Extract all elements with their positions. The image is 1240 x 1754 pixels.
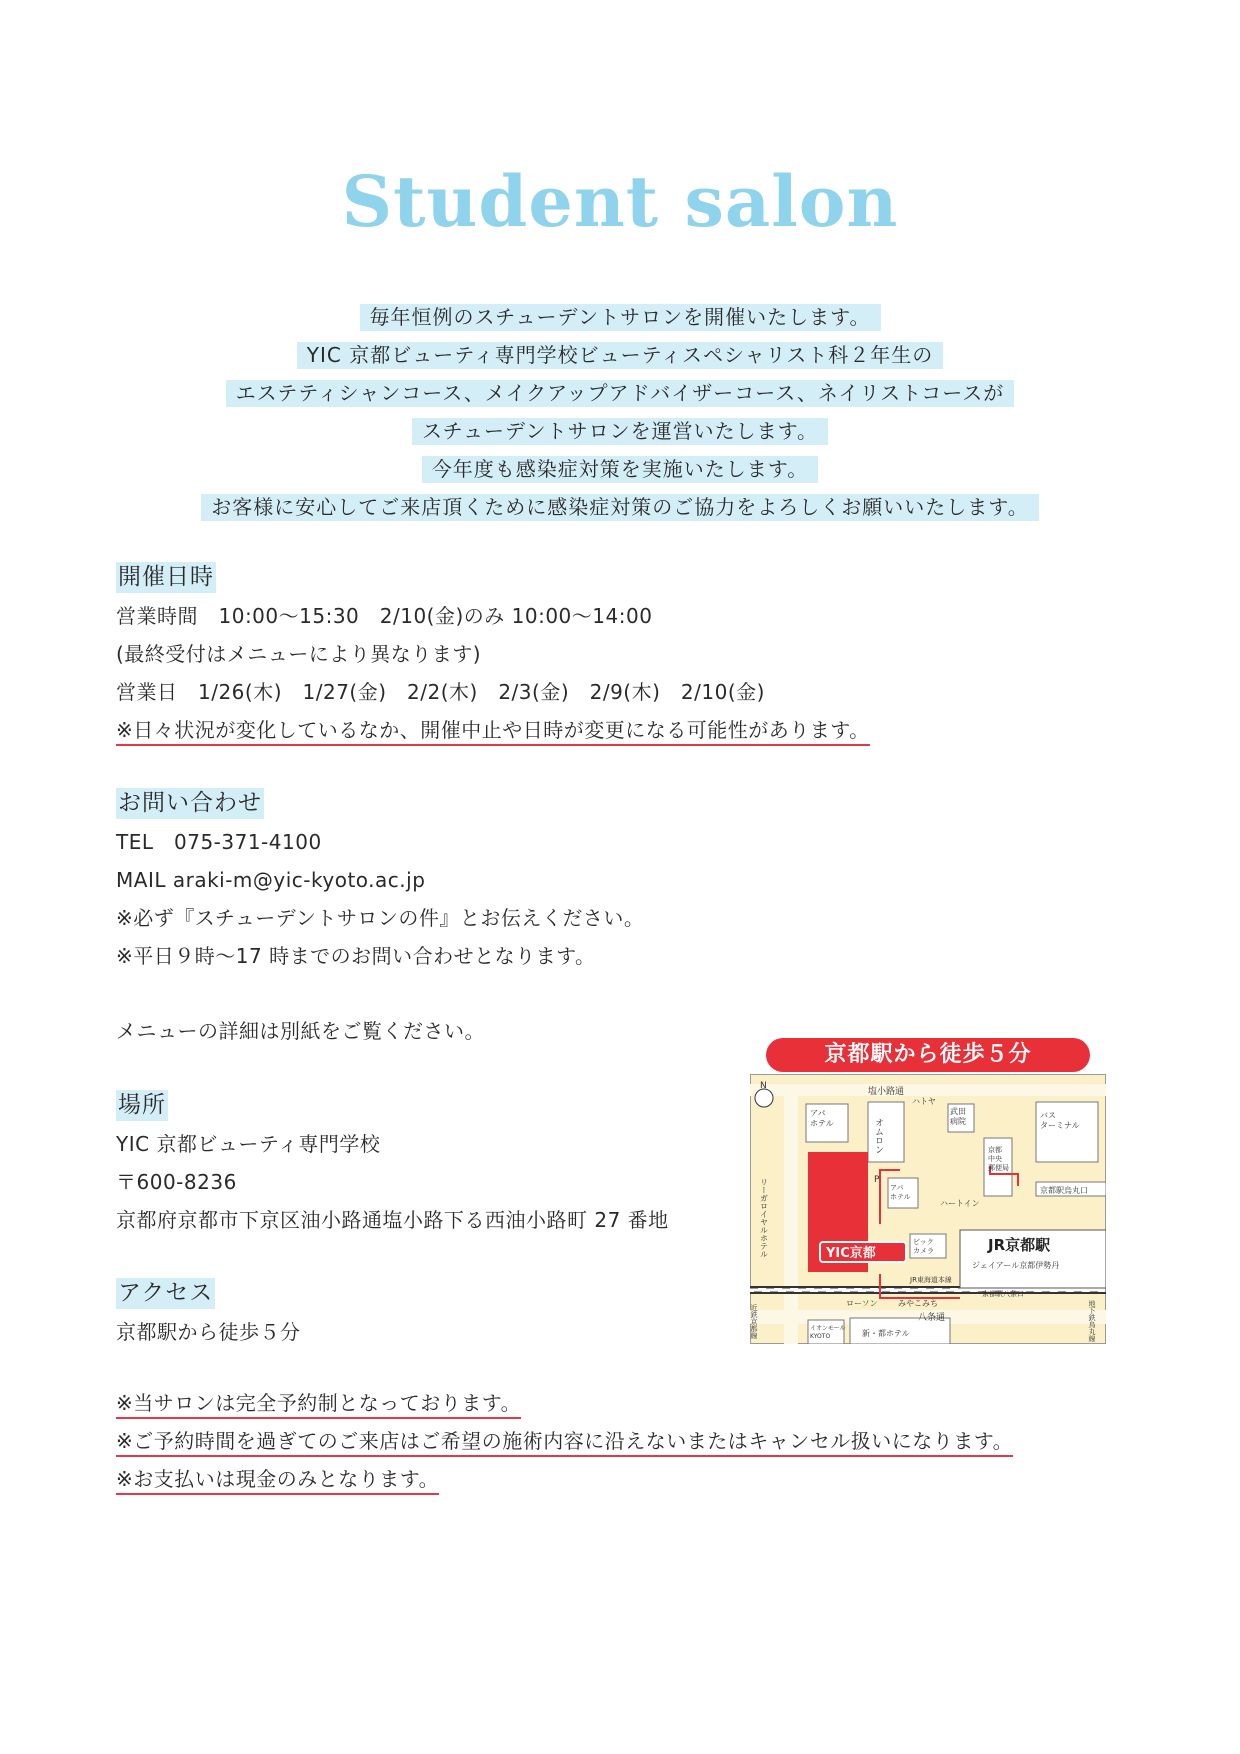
- aeon-label: イオンモール KYOTO: [810, 1325, 846, 1340]
- subway-label: 地下鉄烏丸線: [1088, 1300, 1096, 1342]
- contact-mail[interactable]: MAIL araki-m@yic-kyoto.ac.jp: [116, 868, 426, 892]
- hatoya-label: ハトヤ: [912, 1097, 936, 1106]
- intro-line: YIC 京都ビューティ専門学校ビューティスペシャリスト科２年生の: [297, 342, 943, 369]
- isetan-label: ジェイアール京都伊勢丹: [972, 1261, 1060, 1270]
- intro-line: 毎年恒例のスチューデントサロンを開催いたします。: [360, 304, 881, 331]
- hachijo-label: 八条通: [918, 1313, 946, 1323]
- contact-hours-note: ※平日９時～17 時までのお問い合わせとなります。: [116, 944, 596, 968]
- apa2-label: アパホテル: [890, 1184, 911, 1201]
- schedule-section: [116, 562, 870, 749]
- parking-label: P: [874, 1175, 880, 1185]
- school-name: YIC 京都ビューティ専門学校: [116, 1132, 381, 1156]
- menu-note: メニューの詳細は別紙をご覧ください。: [116, 1019, 485, 1043]
- apa-label: アパホテル: [810, 1109, 834, 1128]
- tokaido-label: JR東海道本線: [910, 1276, 952, 1284]
- access-text: 京都駅から徒歩５分: [116, 1320, 301, 1344]
- postal-code: 〒600-8236: [116, 1170, 237, 1194]
- shiokoji-road: [750, 1084, 1106, 1096]
- bic-label: ビックカメラ: [913, 1238, 934, 1255]
- late-arrival-note: ※ご予約時間を過ぎてのご来店はご希望の施術内容に沿えないまたはキャンセル扱いになります。: [116, 1427, 1013, 1457]
- omron-label: オムロン: [873, 1118, 883, 1154]
- contact-note: ※必ず『スチューデントサロンの件』とお伝えください。: [116, 906, 645, 930]
- last-reception: (最終受付はメニューにより異なります): [116, 642, 482, 666]
- railway-dash: [750, 1288, 1106, 1292]
- compass-icon: [755, 1089, 773, 1107]
- miyakomichi-label: みやこみち: [898, 1299, 938, 1308]
- hachijoguchi-label: 京都駅八条口: [982, 1290, 1024, 1298]
- contact-heading: お問い合わせ: [116, 788, 264, 819]
- jr-station-label: JR京都駅: [988, 1236, 1051, 1254]
- intro-line: エステティシャンコース、メイクアップアドバイザーコース、ネイリストコースが: [226, 380, 1015, 407]
- map-graphic: [750, 1074, 1106, 1344]
- karasuma-label: 京都駅烏丸口: [1040, 1186, 1088, 1195]
- aburakoji-road: [784, 1096, 798, 1344]
- location-section: [116, 1090, 669, 1239]
- map-banner: 京都駅から徒歩５分: [766, 1038, 1090, 1072]
- schedule-heading: 開催日時: [116, 562, 216, 593]
- takeda-label: 武田病院: [950, 1107, 966, 1126]
- access-section: [116, 1278, 301, 1351]
- access-heading: アクセス: [116, 1278, 215, 1309]
- contact-section: [116, 788, 644, 975]
- menu-note-section: [116, 1012, 485, 1050]
- payment-note: ※お支払いは現金のみとなります。: [116, 1465, 439, 1495]
- miyako-label: 新・都ホテル: [862, 1329, 910, 1338]
- reservation-note: ※当サロンは完全予約制となっております。: [116, 1389, 521, 1419]
- contact-tel[interactable]: TEL 075-371-4100: [116, 830, 322, 854]
- rihga-label: リーガロイヤルホテル: [759, 1178, 769, 1258]
- notes-section: [116, 1384, 1013, 1498]
- heartin-label: ハートイン: [940, 1199, 980, 1208]
- kintetsu-label: 近鉄京都線: [750, 1304, 758, 1339]
- lawson-label: ローソン: [846, 1299, 878, 1308]
- bus-terminal-label: バスターミナル: [1040, 1111, 1080, 1130]
- business-hours: 営業時間 10:00～15:30 2/10(金)のみ 10:00～14:00: [116, 604, 653, 628]
- intro-paragraph: [0, 300, 1240, 528]
- access-map: [750, 1038, 1106, 1344]
- intro-line: お客様に安心してご来店頂くために感染症対策のご協力をよろしくお願いいたします。: [201, 494, 1038, 521]
- aeon-building: [808, 1320, 844, 1344]
- business-days: 営業日 1/26(木) 1/27(金) 2/2(木) 2/3(金) 2/9(木) 2/10(金): [116, 680, 765, 704]
- intro-line: 今年度も感染症対策を実施いたします。: [422, 456, 818, 483]
- location-heading: 場所: [116, 1090, 168, 1121]
- compass-label: N: [760, 1081, 767, 1091]
- yic-label: YIC京都: [826, 1246, 876, 1261]
- page-title: Student salon: [341, 160, 899, 243]
- schedule-note: ※日々状況が変化しているなか、開催中止や日時が変更になる可能性があります。: [116, 716, 870, 746]
- shiokoji-label: 塩小路通: [868, 1087, 905, 1097]
- post-label: 京都中央郵便局: [988, 1146, 1009, 1172]
- address: 京都府京都市下京区油小路通塩小路下る西油小路町 27 番地: [116, 1208, 669, 1232]
- intro-line: スチューデントサロンを運営いたします。: [412, 418, 828, 445]
